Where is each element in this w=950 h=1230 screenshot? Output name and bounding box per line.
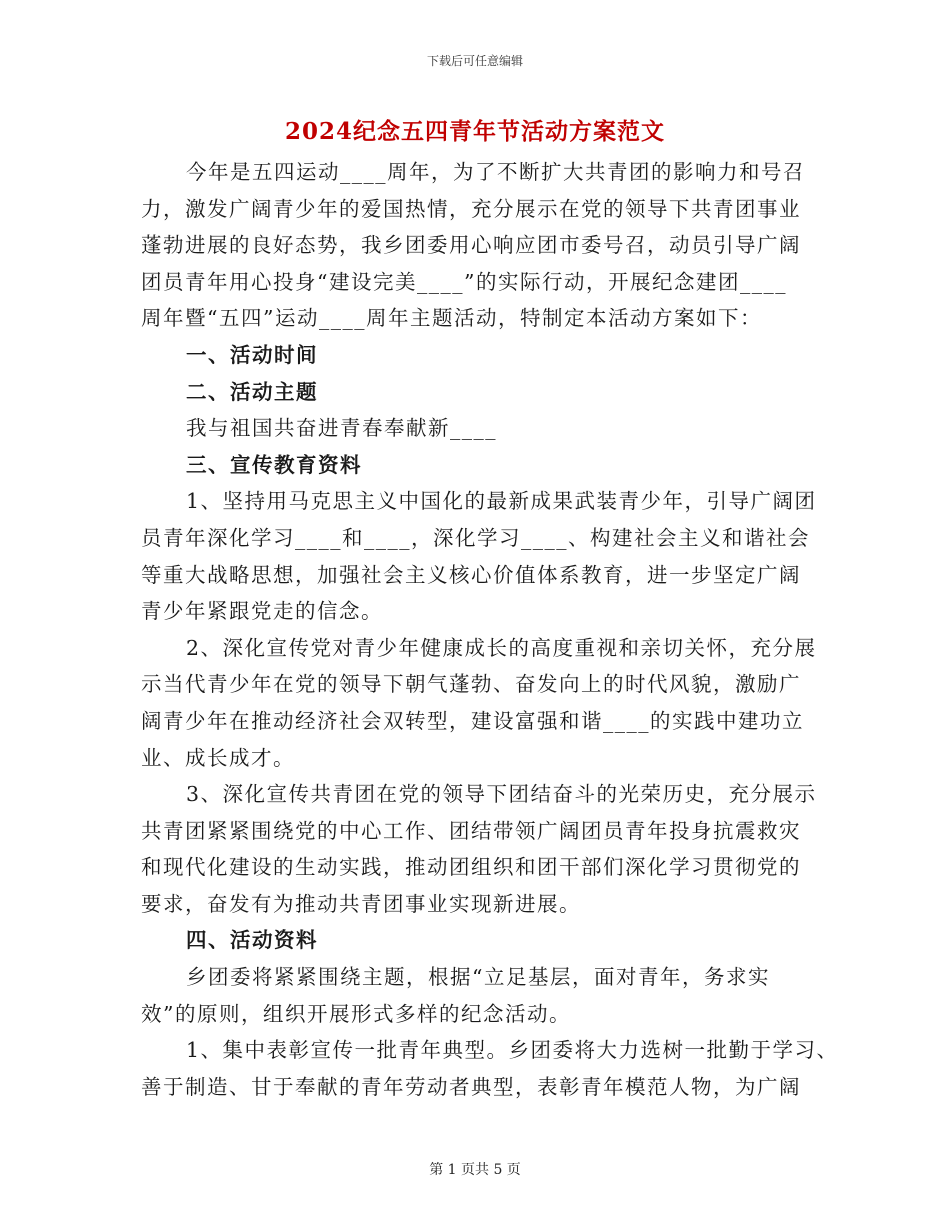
- document-title: 2024纪念五四青年节活动方案范文: [284, 118, 665, 145]
- section-heading: 一、活动时间: [186, 342, 318, 367]
- body-line: 3、深化宣传共青团在党的领导下团结奋斗的光荣历史，充分展示: [186, 782, 817, 807]
- header-note: 下载后可任意编辑: [426, 54, 523, 68]
- body-line: 员青年深化学习____和____，深化学习____、构建社会主义和谐社会: [141, 525, 810, 550]
- body-line: 我与祖国共奋进青春奉献新____: [186, 416, 497, 441]
- section-heading: 三、宣传教育资料: [186, 452, 362, 477]
- body-line: 1、集中表彰宣传一批青年典型。乡团委将大力选树一批勤于学习、: [186, 1038, 839, 1063]
- body-line: 效”的原则，组织开展形式多样的纪念活动。: [141, 1001, 571, 1026]
- body-line: 乡团委将紧紧围绕主题，根据“立足基层，面对青年，务求实: [186, 965, 770, 990]
- body-line: 阔青少年在推动经济社会双转型，建设富强和谐____的实践中建功立: [141, 708, 804, 733]
- body-line: 共青团紧紧围绕党的中心工作、团结带领广阔团员青年投身抗震救灾: [141, 818, 801, 843]
- section-heading: 四、活动资料: [186, 928, 318, 953]
- page-footer: 第 1 页共 5 页: [429, 1162, 521, 1178]
- body-line: 业、成长成才。: [141, 745, 295, 770]
- document-body: [141, 154, 839, 1105]
- body-line: 青少年紧跟党走的信念。: [141, 599, 383, 624]
- body-line: 今年是五四运动____周年，为了不断扩大共青团的影响力和号召: [186, 160, 805, 184]
- body-line: 蓬勃进展的良好态势，我乡团委用心响应团市委号召，动员引导广阔: [141, 233, 801, 258]
- body-line: 周年暨“五四”运动____周年主题活动，特制定本活动方案如下：: [141, 306, 762, 331]
- section-heading: 二、活动主题: [186, 379, 318, 404]
- body-line: 和现代化建设的生动实践，推动团组织和团干部们深化学习贯彻党的: [141, 855, 801, 880]
- body-line: 团员青年用心投身“建设完美____”的实际行动，开展纪念建团____: [141, 269, 787, 294]
- body-line: 等重大战略思想，加强社会主义核心价值体系教育，进一步坚定广阔: [141, 562, 801, 587]
- body-line: 要求，奋发有为推动共青团事业实现新进展。: [141, 891, 581, 916]
- body-line: 善于制造、甘于奉献的青年劳动者典型，表彰青年模范人物，为广阔: [141, 1074, 801, 1099]
- body-line: 力，激发广阔青少年的爱国热情，充分展示在党的领导下共青团事业: [141, 196, 801, 221]
- body-line: 示当代青少年在党的领导下朝气蓬勃、奋发向上的时代风貌，激励广: [141, 672, 801, 697]
- body-line: 1、坚持用马克思主义中国化的最新成果武装青少年，引导广阔团: [186, 489, 817, 514]
- body-line: 2、深化宣传党对青少年健康成长的高度重视和亲切关怀，充分展: [186, 635, 817, 660]
